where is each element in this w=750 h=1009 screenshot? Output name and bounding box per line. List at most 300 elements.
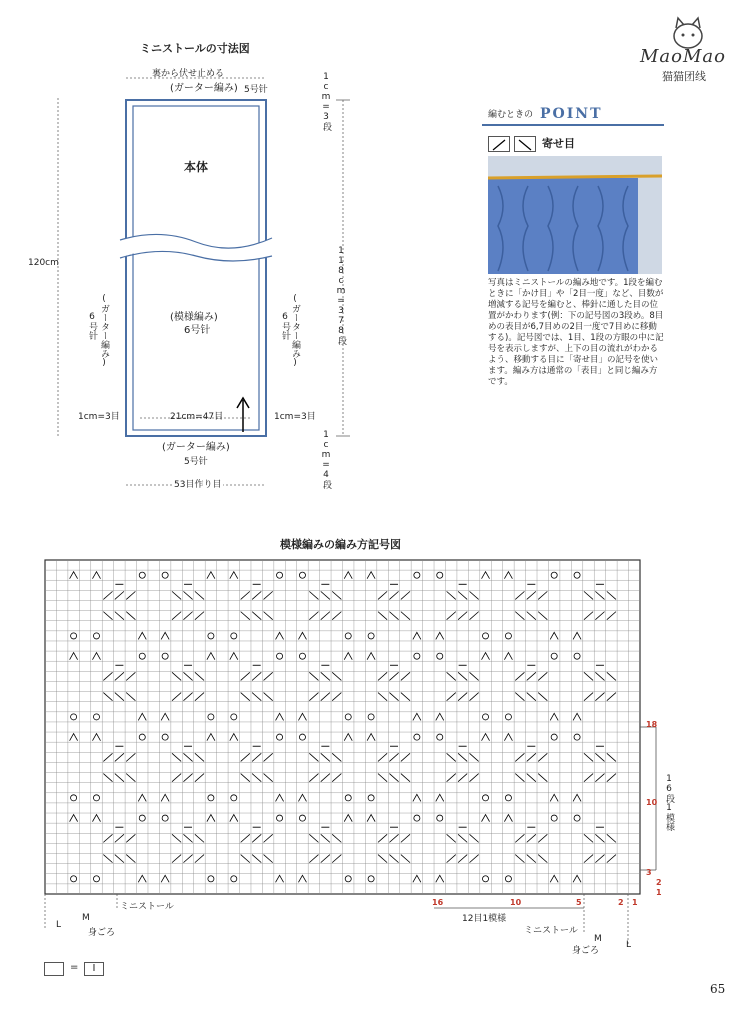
stitch-decrease-mark — [276, 794, 284, 801]
stitch-right-lean-mark — [195, 855, 204, 863]
stitch-left-lean-mark — [195, 672, 204, 680]
stitch-decrease-mark — [207, 653, 215, 660]
stitch-left-lean-mark — [527, 612, 536, 620]
stitch-left-lean-mark — [538, 612, 547, 620]
stitch-right-lean-mark — [126, 591, 135, 599]
stitch-right-lean-mark — [515, 591, 524, 599]
stitch-left-lean-mark — [378, 774, 387, 782]
stitch-decrease-mark — [482, 815, 490, 822]
stitch-left-lean-mark — [126, 693, 135, 701]
stitch-decrease-mark — [550, 632, 558, 639]
stitch-yarn-over-mark — [299, 734, 305, 740]
stitch-decrease-mark — [436, 875, 444, 882]
stitch-right-lean-mark — [241, 591, 250, 599]
stitch-left-lean-mark — [470, 591, 479, 599]
stitch-left-lean-mark — [115, 855, 124, 863]
stitch-decrease-mark — [367, 572, 375, 579]
stitch-left-lean-mark — [183, 753, 192, 761]
stitch-left-lean-mark — [126, 612, 135, 620]
stitch-yarn-over-mark — [482, 876, 488, 882]
stitch-left-lean-mark — [470, 753, 479, 761]
stitch-right-lean-mark — [309, 855, 318, 863]
stitch-left-lean-mark — [252, 774, 261, 782]
stitch-yarn-over-mark — [162, 653, 168, 659]
stitch-decrease-mark — [161, 713, 169, 720]
stitch-left-lean-mark — [447, 591, 456, 599]
stitch-right-lean-mark — [470, 612, 479, 620]
pattern-label: (模様編み) — [170, 312, 218, 323]
stitch-left-lean-mark — [401, 612, 410, 620]
stitch-decrease-mark — [573, 875, 581, 882]
stitch-yarn-over-mark — [437, 653, 443, 659]
stitch-right-lean-mark — [447, 774, 456, 782]
stitch-right-lean-mark — [458, 774, 467, 782]
stitch-right-lean-mark — [321, 693, 330, 701]
stitch-right-lean-mark — [126, 834, 135, 842]
stitch-decrease-mark — [344, 572, 352, 579]
stitch-decrease-mark — [573, 713, 581, 720]
stitch-decrease-mark — [70, 734, 78, 741]
stitch-yarn-over-mark — [231, 876, 237, 882]
stitch-left-lean-mark — [126, 855, 135, 863]
stitch-yarn-over-mark — [345, 633, 351, 639]
stitch-right-lean-mark — [401, 753, 410, 761]
col-label-2: 2 — [618, 898, 624, 907]
stitch-right-lean-mark — [595, 855, 604, 863]
stitch-yarn-over-mark — [505, 795, 511, 801]
stitch-right-lean-mark — [447, 693, 456, 701]
stitch-decrease-mark — [482, 653, 490, 660]
stitch-yarn-over-mark — [368, 633, 374, 639]
stitch-right-lean-mark — [332, 855, 341, 863]
stitch-left-lean-mark — [103, 612, 112, 620]
stitch-left-lean-mark — [332, 591, 341, 599]
stitch-left-lean-mark — [332, 672, 341, 680]
stitch-yarn-over-mark — [71, 714, 77, 720]
stitch-left-lean-mark — [103, 855, 112, 863]
stitch-decrease-mark — [367, 815, 375, 822]
stitch-left-lean-mark — [183, 834, 192, 842]
stitch-decrease-mark — [504, 653, 512, 660]
stitch-right-lean-mark — [527, 834, 536, 842]
stitch-right-lean-mark — [470, 855, 479, 863]
stitch-right-lean-mark — [241, 672, 250, 680]
stitch-decrease-mark — [436, 794, 444, 801]
stitch-decrease-mark — [344, 734, 352, 741]
stitch-left-lean-mark — [321, 753, 330, 761]
row-label-18: 18 — [646, 720, 658, 729]
stitch-left-lean-mark — [607, 672, 616, 680]
stitch-right-lean-mark — [584, 855, 593, 863]
stitch-right-lean-mark — [595, 774, 604, 782]
stitch-decrease-mark — [298, 875, 306, 882]
logo-brand: MaoMao — [640, 46, 726, 67]
stitch-left-lean-mark — [607, 591, 616, 599]
stitch-decrease-mark — [504, 572, 512, 579]
stitch-yarn-over-mark — [208, 795, 214, 801]
stitch-decrease-mark — [367, 653, 375, 660]
col-label-16: 16 — [432, 898, 444, 907]
stitch-left-lean-mark — [515, 774, 524, 782]
stitch-right-lean-mark — [515, 753, 524, 761]
stitch-yarn-over-mark — [139, 815, 145, 821]
legend-equals: = — [70, 962, 79, 973]
stitch-decrease-mark — [207, 734, 215, 741]
stitch-right-lean-mark — [103, 591, 112, 599]
l-left: L — [56, 920, 62, 930]
stitch-right-lean-mark — [103, 753, 112, 761]
stitch-left-lean-mark — [264, 855, 273, 863]
stitch-decrease-mark — [344, 653, 352, 660]
stitch-right-lean-mark — [470, 693, 479, 701]
stitch-left-lean-mark — [595, 834, 604, 842]
stitch-decrease-mark — [161, 794, 169, 801]
stitch-left-lean-mark — [447, 672, 456, 680]
stitch-left-lean-mark — [264, 612, 273, 620]
stitch-right-lean-mark — [584, 693, 593, 701]
stitch-yarn-over-mark — [299, 653, 305, 659]
stitch-right-lean-mark — [378, 591, 387, 599]
stitch-decrease-mark — [413, 632, 421, 639]
stitch-right-lean-mark — [241, 834, 250, 842]
stitch-right-lean-mark — [195, 774, 204, 782]
stitch-left-lean-mark — [103, 774, 112, 782]
body-right: 身ごろ — [572, 946, 600, 956]
stitch-yarn-over-mark — [231, 714, 237, 720]
stitch-left-lean-mark — [195, 834, 204, 842]
stitch-right-lean-mark — [195, 612, 204, 620]
stitch-left-lean-mark — [172, 672, 181, 680]
bottom-needle: 5号针 — [184, 457, 208, 467]
stitch-decrease-mark — [230, 734, 238, 741]
stitch-left-lean-mark — [538, 693, 547, 701]
stitch-right-lean-mark — [264, 834, 273, 842]
stitch-left-lean-mark — [378, 855, 387, 863]
stitch-decrease-mark — [138, 713, 146, 720]
stitch-yarn-over-mark — [437, 734, 443, 740]
stitch-left-lean-mark — [595, 753, 604, 761]
stitch-right-lean-mark — [332, 612, 341, 620]
stitch-decrease-mark — [573, 632, 581, 639]
stitch-right-lean-mark — [458, 855, 467, 863]
stitch-yarn-over-mark — [345, 795, 351, 801]
stitch-left-lean-mark — [332, 753, 341, 761]
stitch-yarn-over-mark — [551, 572, 557, 578]
stitch-decrease-mark — [138, 875, 146, 882]
stitch-right-lean-mark — [115, 672, 124, 680]
stitch-right-lean-mark — [172, 612, 181, 620]
stitch-yarn-over-mark — [139, 653, 145, 659]
stitch-yarn-over-mark — [551, 734, 557, 740]
stitch-left-lean-mark — [470, 672, 479, 680]
stitch-left-lean-mark — [309, 834, 318, 842]
stitch-left-lean-mark — [252, 855, 261, 863]
stitch-left-lean-mark — [264, 774, 273, 782]
stitch-decrease-mark — [276, 632, 284, 639]
point-kicker: 編むときの — [488, 110, 534, 120]
stitch-left-lean-mark — [527, 855, 536, 863]
stitch-decrease-mark — [413, 794, 421, 801]
stitch-right-lean-mark — [115, 753, 124, 761]
stitch-decrease-mark — [367, 734, 375, 741]
stitch-right-lean-mark — [389, 753, 398, 761]
stitch-right-lean-mark — [584, 612, 593, 620]
point-text: 写真はミニストールの編み地です。1段を編むときに「かけ目」や「2目一度」など、目数が増減する記号を編むと、棒針に通した目の位置がかわります(例：下の記号図の3段め。8目めの表目が6,7目めの2目一度で7目めに移動する)。記号図では、1目、1段の方眼の中に記号を表示しますが、上下の目の流れがわかるよう、移動する目に「寄せ目」の記号を使います。編み方は通常の「表目」と同じ編み方です。 — [488, 278, 664, 387]
stitch-right-lean-mark — [470, 774, 479, 782]
stitch-right-lean-mark — [401, 591, 410, 599]
logo-sub: 猫猫团线 — [662, 70, 706, 83]
stitch-left-lean-mark — [183, 672, 192, 680]
total-height: 120cm — [28, 258, 59, 268]
stitch-right-lean-mark — [252, 672, 261, 680]
stitch-right-lean-mark — [378, 834, 387, 842]
stitch-decrease-mark — [298, 632, 306, 639]
row-label-2: 2 — [656, 878, 662, 887]
stitch-yarn-over-mark — [368, 795, 374, 801]
stitch-decrease-mark — [207, 572, 215, 579]
inner-height: 118cm=378段 — [336, 246, 346, 345]
stitch-left-lean-mark — [401, 693, 410, 701]
stitch-left-lean-mark — [458, 753, 467, 761]
stitch-decrease-mark — [70, 653, 78, 660]
row-label-10: 10 — [646, 798, 658, 807]
stitch-right-lean-mark — [447, 855, 456, 863]
stitch-right-lean-mark — [607, 612, 616, 620]
stitch-right-lean-mark — [447, 612, 456, 620]
stitch-yarn-over-mark — [414, 815, 420, 821]
stitch-left-lean-mark — [389, 693, 398, 701]
stitch-left-lean-mark — [389, 855, 398, 863]
stitch-right-lean-mark — [389, 591, 398, 599]
stitch-left-lean-mark — [595, 591, 604, 599]
edge-left: 1cm=3目 — [78, 412, 120, 422]
stitch-left-lean-mark — [515, 855, 524, 863]
stitch-yarn-over-mark — [299, 815, 305, 821]
stitch-right-lean-mark — [527, 672, 536, 680]
stitch-right-lean-mark — [252, 591, 261, 599]
stitch-left-lean-mark — [309, 591, 318, 599]
stitch-left-lean-mark — [458, 834, 467, 842]
stitch-yarn-over-mark — [277, 653, 283, 659]
stitch-right-lean-mark — [115, 834, 124, 842]
bottom-garter-label: (ガーター編み) — [162, 442, 230, 453]
stitch-right-lean-mark — [458, 612, 467, 620]
row-label-3: 3 — [646, 868, 652, 877]
top-rows: 1cm=3段 — [321, 72, 331, 131]
stitch-yarn-over-mark — [277, 734, 283, 740]
stitch-left-lean-mark — [321, 672, 330, 680]
stitch-left-lean-mark — [389, 774, 398, 782]
stitch-right-lean-mark — [595, 693, 604, 701]
stitch-decrease-mark — [413, 875, 421, 882]
mini-stole-right: ミニストール — [524, 926, 578, 936]
stitch-left-lean-mark — [264, 693, 273, 701]
stitch-yarn-over-mark — [93, 633, 99, 639]
stitch-yarn-over-mark — [574, 734, 580, 740]
stitch-right-lean-mark — [607, 693, 616, 701]
stitch-decrease-mark — [138, 632, 146, 639]
m-right: M — [594, 934, 602, 944]
stitch-decrease-mark — [92, 653, 100, 660]
body-left: 身ごろ — [88, 928, 116, 938]
stitch-right-lean-mark — [103, 672, 112, 680]
stitch-yarn-over-mark — [277, 815, 283, 821]
bind-off-label: 裏から伏せ止める — [152, 69, 225, 79]
stitch-yarn-over-mark — [482, 795, 488, 801]
stitch-yarn-over-mark — [139, 572, 145, 578]
col-label-5: 5 — [576, 898, 582, 907]
stitch-left-lean-mark — [607, 834, 616, 842]
stitch-yarn-over-mark — [139, 734, 145, 740]
stitch-yarn-over-mark — [231, 633, 237, 639]
stitch-left-lean-mark — [515, 693, 524, 701]
stitch-right-lean-mark — [538, 672, 547, 680]
stitch-decrease-mark — [298, 713, 306, 720]
stitch-right-lean-mark — [252, 834, 261, 842]
right-needle: 6号针 — [280, 312, 290, 340]
stitch-right-lean-mark — [321, 612, 330, 620]
col-label-1: 1 — [632, 898, 638, 907]
stitch-left-lean-mark — [115, 693, 124, 701]
stitch-right-lean-mark — [183, 774, 192, 782]
stitch-right-lean-mark — [172, 855, 181, 863]
stitch-decrease-mark — [550, 875, 558, 882]
stitch-right-lean-mark — [401, 672, 410, 680]
stitch-left-lean-mark — [172, 834, 181, 842]
stitch-right-lean-mark — [264, 591, 273, 599]
left-needle: 6号针 — [87, 312, 97, 340]
stitch-left-lean-mark — [515, 612, 524, 620]
stitch-right-lean-mark — [332, 693, 341, 701]
stitch-decrease-mark — [207, 815, 215, 822]
stitch-right-lean-mark — [252, 753, 261, 761]
bottom-width: 21cm=47目 — [170, 412, 224, 422]
stitch-decrease-mark — [504, 734, 512, 741]
stitch-left-lean-mark — [538, 774, 547, 782]
stitch-yarn-over-mark — [299, 572, 305, 578]
stitch-yarn-over-mark — [345, 714, 351, 720]
stitch-left-lean-mark — [115, 612, 124, 620]
stitch-decrease-mark — [92, 734, 100, 741]
stitch-left-lean-mark — [378, 693, 387, 701]
stitch-yarn-over-mark — [414, 734, 420, 740]
stitch-right-lean-mark — [538, 834, 547, 842]
stitch-left-lean-mark — [527, 693, 536, 701]
stitch-left-lean-mark — [252, 693, 261, 701]
stitch-yarn-over-mark — [162, 815, 168, 821]
stitch-left-lean-mark — [389, 612, 398, 620]
stitch-yarn-over-mark — [482, 714, 488, 720]
stitch-decrease-mark — [482, 734, 490, 741]
legend-symbol-box — [84, 962, 104, 976]
stitch-left-lean-mark — [241, 612, 250, 620]
stitch-left-lean-mark — [309, 672, 318, 680]
stitch-left-lean-mark — [470, 834, 479, 842]
stitch-right-lean-mark — [309, 612, 318, 620]
stitch-decrease-mark — [138, 794, 146, 801]
stitch-right-lean-mark — [172, 693, 181, 701]
stitch-right-lean-mark — [183, 612, 192, 620]
stitch-right-lean-mark — [183, 855, 192, 863]
stitch-decrease-mark — [344, 815, 352, 822]
stitch-right-lean-mark — [309, 693, 318, 701]
stitch-left-lean-mark — [607, 753, 616, 761]
stitch-left-lean-mark — [401, 774, 410, 782]
repeat-rows-label: 16段1模様 — [664, 774, 674, 831]
stitch-yarn-over-mark — [277, 572, 283, 578]
stitch-decrease-mark — [413, 713, 421, 720]
stitch-decrease-mark — [436, 713, 444, 720]
bottom-rows: 1cm=4段 — [321, 430, 331, 489]
stitch-yarn-over-mark — [574, 572, 580, 578]
stitch-left-lean-mark — [252, 612, 261, 620]
stitch-left-lean-mark — [447, 834, 456, 842]
stitch-yarn-over-mark — [93, 876, 99, 882]
stitch-left-lean-mark — [584, 672, 593, 680]
stitch-right-lean-mark — [389, 672, 398, 680]
stitch-left-lean-mark — [321, 834, 330, 842]
stitch-yarn-over-mark — [93, 795, 99, 801]
stitch-left-lean-mark — [103, 693, 112, 701]
stitch-decrease-mark — [276, 713, 284, 720]
stitch-yarn-over-mark — [71, 876, 77, 882]
stitch-right-lean-mark — [515, 672, 524, 680]
stitch-yarn-over-mark — [414, 572, 420, 578]
stitch-left-lean-mark — [309, 753, 318, 761]
stitch-left-lean-mark — [527, 774, 536, 782]
stitch-yarn-over-mark — [551, 653, 557, 659]
stitch-yarn-over-mark — [71, 633, 77, 639]
mini-stole-left: ミニストール — [120, 902, 174, 912]
stitch-yarn-over-mark — [71, 795, 77, 801]
col-label-10: 10 — [510, 898, 522, 907]
stitch-decrease-mark — [550, 713, 558, 720]
stitch-right-lean-mark — [458, 693, 467, 701]
stitch-yarn-over-mark — [208, 633, 214, 639]
stitch-yarn-over-mark — [551, 815, 557, 821]
stitch-yarn-over-mark — [162, 572, 168, 578]
stitch-yarn-over-mark — [574, 653, 580, 659]
left-garter-label: (ガーター編み) — [99, 294, 109, 368]
stitch-yarn-over-mark — [368, 876, 374, 882]
stitch-left-lean-mark — [584, 753, 593, 761]
stitch-right-lean-mark — [195, 693, 204, 701]
stitch-decrease-mark — [161, 632, 169, 639]
stitch-left-lean-mark — [447, 753, 456, 761]
stitch-yarn-over-mark — [437, 815, 443, 821]
l-right: L — [626, 940, 632, 950]
stitch-left-lean-mark — [538, 855, 547, 863]
stitch-left-lean-mark — [321, 591, 330, 599]
stitch-right-lean-mark — [527, 753, 536, 761]
stitch-yarn-over-mark — [437, 572, 443, 578]
stitch-left-lean-mark — [172, 753, 181, 761]
stitch-right-lean-mark — [595, 612, 604, 620]
stitch-right-lean-mark — [378, 753, 387, 761]
stitch-decrease-mark — [230, 815, 238, 822]
stitch-yarn-over-mark — [231, 795, 237, 801]
stitch-right-lean-mark — [332, 774, 341, 782]
legend-symbol: I — [92, 963, 96, 974]
body-label: 本体 — [184, 160, 209, 174]
stitch-left-lean-mark — [332, 834, 341, 842]
stitch-yarn-over-mark — [574, 815, 580, 821]
stitch-right-lean-mark — [515, 834, 524, 842]
stitch-right-lean-mark — [126, 753, 135, 761]
stitch-right-lean-mark — [607, 855, 616, 863]
stitch-yarn-over-mark — [505, 714, 511, 720]
stitch-yarn-over-mark — [505, 876, 511, 882]
